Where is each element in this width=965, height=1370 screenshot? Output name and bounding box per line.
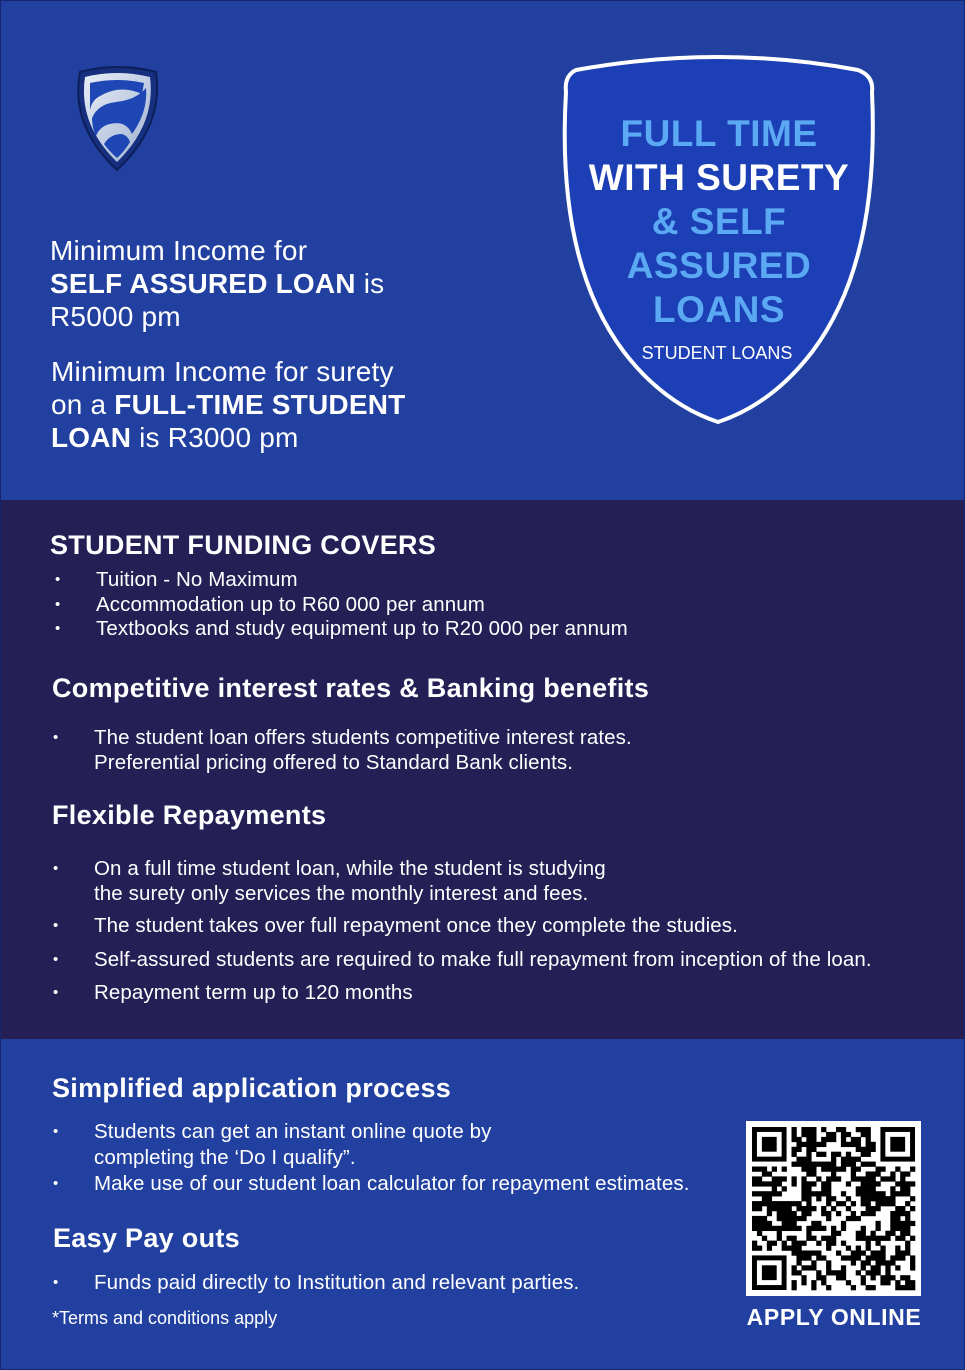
payouts-heading: Easy Pay outs (53, 1223, 240, 1253)
surety-income-label: Minimum Income for surety (51, 356, 394, 387)
surety-income (51, 355, 471, 454)
funding-item-tuition: • Tuition - No Maximum (96, 568, 298, 591)
badge-line-loans: LOANS (653, 289, 785, 330)
full-time-student-label: FULL-TIME STUDENT (114, 389, 406, 420)
rates-heading: Competitive interest rates & Banking benefits (52, 673, 650, 703)
list-item (53, 568, 628, 593)
list-item (51, 947, 872, 972)
surety-amount: is R3000 pm (139, 422, 299, 453)
list-item (51, 1270, 579, 1296)
rates-item-line2: Preferential pricing offered to Standard Bank clients. (94, 751, 574, 774)
repayments-item1-line1: • On a full time student loan, while the student is studying (94, 857, 606, 880)
list-item (51, 725, 632, 775)
standard-bank-logo-icon (70, 66, 164, 174)
payouts-item: • Funds paid directly to Institution and relevant parties. (94, 1271, 580, 1294)
terms-note: *Terms and conditions apply (52, 1308, 278, 1328)
list-item (51, 980, 872, 1005)
rates-list (51, 725, 632, 775)
list-item (53, 593, 628, 618)
list-item (51, 1119, 690, 1171)
repayments-list (51, 856, 872, 1005)
badge-subtitle: STUDENT LOANS (641, 343, 793, 363)
badge-line-self: & SELF (651, 201, 787, 242)
on-a-text: on a (51, 389, 107, 420)
funding-item-textbooks: • Textbooks and study equipment up to R20 000 per annum (96, 617, 628, 640)
application-list (51, 1119, 690, 1197)
funding-item-accommodation: • Accommodation up to R60 000 per annum (96, 592, 485, 616)
rates-item-line1: • The student loan offers students competitive interest rates. (94, 726, 632, 749)
application-heading: Simplified application process (52, 1073, 452, 1103)
list-item (51, 1171, 690, 1197)
self-assured-amount: R5000 pm (50, 301, 181, 332)
repayments-item3: • Self-assured students are required to make full repayment from inception of the loan. (94, 948, 872, 971)
badge-line-assured: ASSURED (626, 245, 812, 286)
qr-code-pattern (746, 1121, 921, 1296)
badge-line-full-time: FULL TIME (620, 113, 818, 154)
repayments-item1-line2: the surety only services the monthly interest and fees. (94, 882, 589, 905)
repayments-item2: • The student takes over full repayment once they complete the studies. (94, 914, 738, 937)
repayments-heading: Flexible Repayments (52, 800, 327, 830)
qr-code-icon[interactable] (746, 1121, 921, 1296)
list-item (51, 856, 872, 906)
application-item1-line1: • Students can get an instant online quote by (94, 1120, 492, 1143)
loan-label: LOAN (51, 422, 132, 453)
self-assured-loan-label: SELF ASSURED LOAN (50, 268, 356, 299)
apply-online-link[interactable]: APPLY ONLINE (746, 1304, 922, 1330)
application-item1-line2: completing the ‘Do I qualify”. (94, 1146, 356, 1169)
badge-line-with-surety: WITH SURETY (588, 157, 850, 198)
application-item2: • Make use of our student loan calculator for repayment estimates. (94, 1172, 690, 1195)
is-text: is (363, 268, 385, 299)
self-assured-income (50, 234, 470, 333)
list-item (53, 617, 628, 642)
repayments-item4: • Repayment term up to 120 months (94, 981, 413, 1004)
funding-list (53, 568, 628, 642)
list-item (51, 913, 872, 938)
income-label: Minimum Income for (50, 235, 308, 266)
payouts-list (51, 1270, 579, 1296)
funding-heading: STUDENT FUNDING COVERS (50, 530, 437, 560)
badge-title (562, 112, 876, 332)
